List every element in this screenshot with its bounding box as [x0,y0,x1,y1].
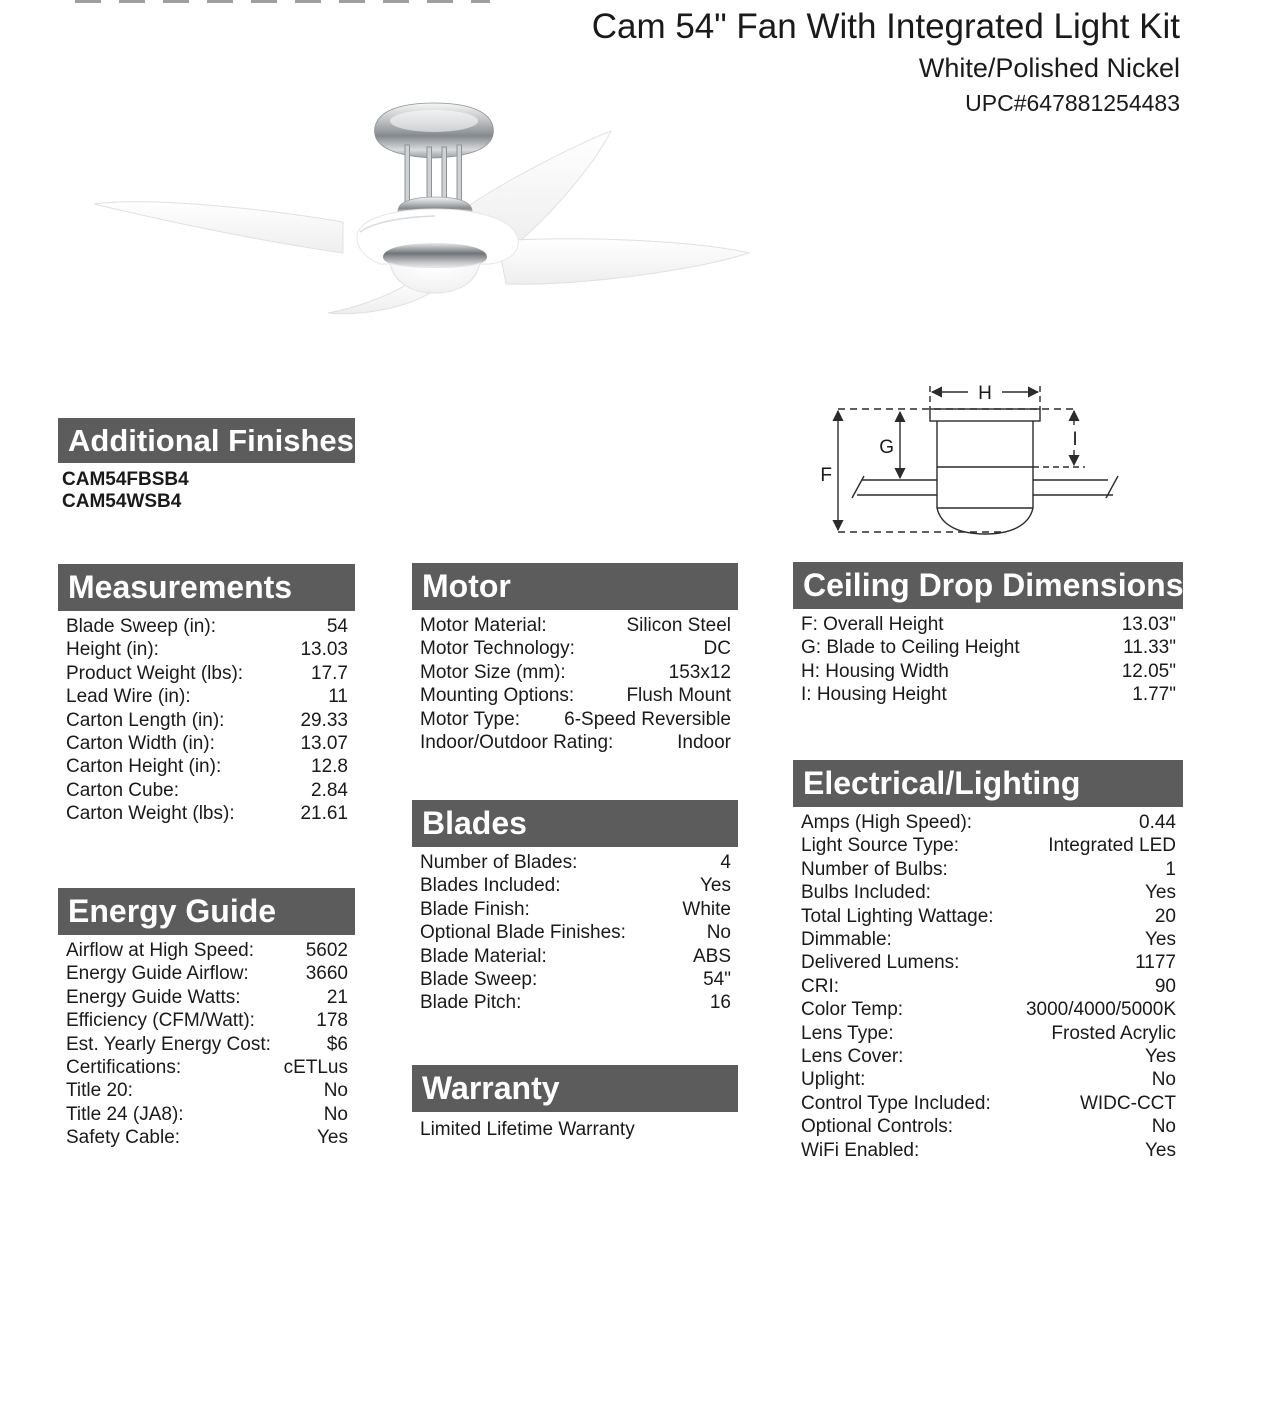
spec-label: Blade Sweep (in): [66,616,216,637]
spec-value: 13.03 [300,639,348,661]
spec-row [58,802,355,825]
spec-label: Est. Yearly Energy Cost: [66,1033,271,1055]
spec-label: Carton Length (in): [66,709,225,731]
spec-value: Indoor [677,732,731,754]
spec-value: 17.7 [311,662,348,684]
spec-row [793,998,1183,1021]
warranty-text: Limited Lifetime Warranty [420,1119,635,1140]
spec-label: Optional Blade Finishes: [420,922,626,944]
spec-row [412,874,738,897]
spec-label: Control Type Included: [801,1092,991,1114]
spec-label: Title 20: [66,1080,133,1102]
spec-value: 54" [703,969,731,991]
spec-row [58,1056,355,1079]
spec-value: No [323,1103,348,1125]
spec-label: Carton Width (in): [66,733,215,755]
measurements-section [58,564,355,826]
spec-row [793,834,1183,857]
spec-label: Indoor/Outdoor Rating: [420,732,614,754]
spec-label: Blade Finish: [420,898,530,920]
spec-row [793,1115,1183,1138]
spec-row [793,811,1183,834]
spec-value: White [682,898,731,920]
spec-value: 3660 [305,963,348,985]
measurements-rows [58,615,355,826]
spec-value: 13.03" [1121,614,1176,635]
spec-label: G: Blade to Ceiling Height [801,637,1020,659]
spec-value: 5602 [305,940,348,961]
spec-label: Certifications: [66,1057,182,1079]
spec-row [793,905,1183,928]
spec-value: Yes [1145,929,1176,951]
section-header-blades: Blades [412,800,738,847]
spec-row [58,732,355,755]
spec-value: 16 [709,992,731,1014]
additional-finishes-section [58,418,355,513]
spec-value: $6 [326,1033,348,1055]
product-photo [60,85,760,385]
spec-row [412,898,738,921]
section-header-additional-finishes: Additional Finishes [58,418,355,463]
spec-label: Color Temp: [801,999,904,1021]
spec-row [58,986,355,1009]
spec-label: Blades Included: [420,875,561,897]
spec-value: Yes [1145,882,1176,904]
spec-value: 1 [1165,858,1176,880]
spec-value: Flush Mount [626,685,731,707]
spec-label: Lens Cover: [801,1046,904,1068]
spec-label: Safety Cable: [66,1127,181,1149]
fan-blade-right [498,239,749,284]
spec-value: Yes [317,1127,348,1149]
spec-label: Dimmable: [801,929,892,951]
spec-row [412,968,738,991]
spec-value: ABS [692,945,731,967]
spec-row [793,951,1183,974]
canopy-highlight [390,110,478,132]
spec-value: 6-Speed Reversible [564,708,731,730]
spec-label: Mounting Options: [420,685,575,707]
spec-value: Yes [700,875,731,897]
spec-row [412,684,738,707]
spec-label: Total Lighting Wattage: [801,905,994,927]
ceiling-drop-rows [793,613,1183,707]
spec-label: Light Source Type: [801,835,960,857]
spec-label: Energy Guide Watts: [66,986,241,1008]
spec-value: 3000/4000/5000K [1025,999,1176,1021]
spec-row [793,1022,1183,1045]
spec-value: 20 [1154,905,1176,927]
dim-label-f: F [820,465,832,486]
spec-value: 54 [326,616,348,637]
spec-label: Title 24 (JA8): [66,1103,184,1125]
spec-value: Silicon Steel [626,615,731,636]
spec-label: Bulbs Included: [801,882,931,904]
spec-value: No [1151,1069,1176,1091]
spec-label: Uplight: [801,1069,866,1091]
spec-value: Frosted Acrylic [1051,1022,1176,1044]
spec-value: 2.84 [311,779,348,801]
spec-value: 21.61 [300,803,348,825]
spec-label: Airflow at High Speed: [66,940,254,961]
spec-label: Delivered Lumens: [801,952,960,974]
spec-row [58,1009,355,1032]
spec-value: 12.05" [1121,660,1176,682]
spec-row [58,685,355,708]
spec-value: 11 [328,686,348,708]
spec-row [412,637,738,660]
spec-value: Yes [1145,1046,1176,1068]
dim-label-h: H [978,383,992,404]
product-finish: White/Polished Nickel [918,53,1180,83]
spec-row [58,615,355,638]
page-title: Cam 54" Fan With Integrated Light Kit [591,7,1180,46]
spec-label: Carton Height (in): [66,756,222,778]
spec-label: Height (in): [66,639,159,661]
ceiling-drop-section [793,562,1183,707]
spec-row [793,1068,1183,1091]
spec-label: CRI: [801,975,839,997]
spec-row [793,683,1183,706]
spec-row [412,921,738,944]
spec-row [58,962,355,985]
spec-label: Motor Type: [420,708,520,730]
blades-section [412,800,738,1015]
spec-row [412,614,738,637]
spec-row [412,851,738,874]
spec-label: Energy Guide Airflow: [66,963,249,985]
finish-item: CAM54WSB4 [62,491,182,512]
spec-label: Motor Size (mm): [420,661,566,683]
spec-row [793,928,1183,951]
spec-label: Lead Wire (in): [66,686,191,708]
section-header-ceiling-drop: Ceiling Drop Dimensions [793,562,1183,609]
spec-label: Efficiency (CFM/Watt): [66,1010,255,1032]
spec-row [58,755,355,778]
spec-value: 4 [720,852,731,873]
spec-value: 12.8 [311,756,348,778]
electrical-rows [793,811,1183,1162]
spec-value: WIDC-CCT [1079,1092,1176,1114]
spec-row [412,661,738,684]
spec-value: No [323,1080,348,1102]
spec-row [412,991,738,1014]
spec-label: Carton Weight (lbs): [66,803,235,825]
spec-value: 11.33" [1123,637,1176,659]
spec-value: No [706,922,731,944]
spec-row [412,708,738,731]
spec-row [58,709,355,732]
spec-label: Motor Material: [420,615,547,636]
spec-row [58,662,355,685]
energy-guide-section [58,888,355,1150]
spec-row [793,636,1183,659]
spec-label: F: Overall Height [801,614,944,635]
spec-row [793,1139,1183,1162]
warranty-section [412,1065,738,1141]
electrical-section [793,760,1183,1162]
spec-row [793,881,1183,904]
spec-value: Integrated LED [1048,835,1176,857]
spec-row [58,939,355,962]
spec-row [793,1045,1183,1068]
spec-row [58,779,355,802]
section-header-warranty: Warranty [412,1065,738,1112]
spec-label: Blade Pitch: [420,992,522,1014]
spec-row [58,1079,355,1102]
motor-section [412,563,738,754]
spec-label: Motor Technology: [420,638,575,660]
spec-row [793,975,1183,998]
spec-value: No [1151,1116,1176,1138]
spec-row [58,638,355,661]
spec-value: 1.77" [1132,684,1176,706]
section-header-electrical: Electrical/Lighting [793,760,1183,807]
cropped-logo-strip [75,0,490,3]
spec-label: Amps (High Speed): [801,812,973,833]
spec-row [412,945,738,968]
spec-value: Yes [1145,1139,1176,1161]
energy-guide-rows [58,939,355,1150]
spec-value: 13.07 [300,733,348,755]
spec-label: Lens Type: [801,1022,894,1044]
spec-value: 1177 [1135,952,1176,974]
spec-label: Carton Cube: [66,779,180,801]
product-upc: UPC#647881254483 [965,90,1180,116]
spec-row [58,1103,355,1126]
dim-label-g: G [879,437,894,458]
spec-value: 153x12 [668,661,731,683]
spec-value: 29.33 [300,709,348,731]
spec-value: 178 [316,1010,348,1032]
spec-label: I: Housing Height [801,684,947,706]
spec-row [793,1092,1183,1115]
finish-item: CAM54FBSB4 [62,469,189,490]
spec-value: cETLus [283,1057,348,1079]
spec-row [412,731,738,754]
section-header-energy-guide: Energy Guide [58,888,355,935]
spec-value: 21 [326,986,348,1008]
finish-list [58,469,355,513]
spec-label: Number of Blades: [420,852,578,873]
spec-row [58,1126,355,1149]
spec-row [793,660,1183,683]
spec-label: H: Housing Width [801,660,949,682]
blades-rows [412,851,738,1015]
section-header-measurements: Measurements [58,564,355,611]
spec-label: Optional Controls: [801,1116,954,1138]
spec-label: WiFi Enabled: [801,1139,920,1161]
spec-value: DC [703,638,731,660]
motor-rows [412,614,738,754]
spec-row [793,613,1183,636]
spec-row [58,1033,355,1056]
spec-label: Number of Bulbs: [801,858,948,880]
section-header-motor: Motor [412,563,738,610]
spec-label: Blade Sweep: [420,969,538,991]
dim-label-i: I [1072,429,1078,450]
spec-value: 0.44 [1139,812,1176,833]
fan-blade-left [94,202,343,253]
ceiling-drop-diagram [790,368,1220,563]
spec-value: 90 [1154,975,1176,997]
spec-label: Product Weight (lbs): [66,662,244,684]
spec-label: Blade Material: [420,945,547,967]
spec-row [793,858,1183,881]
